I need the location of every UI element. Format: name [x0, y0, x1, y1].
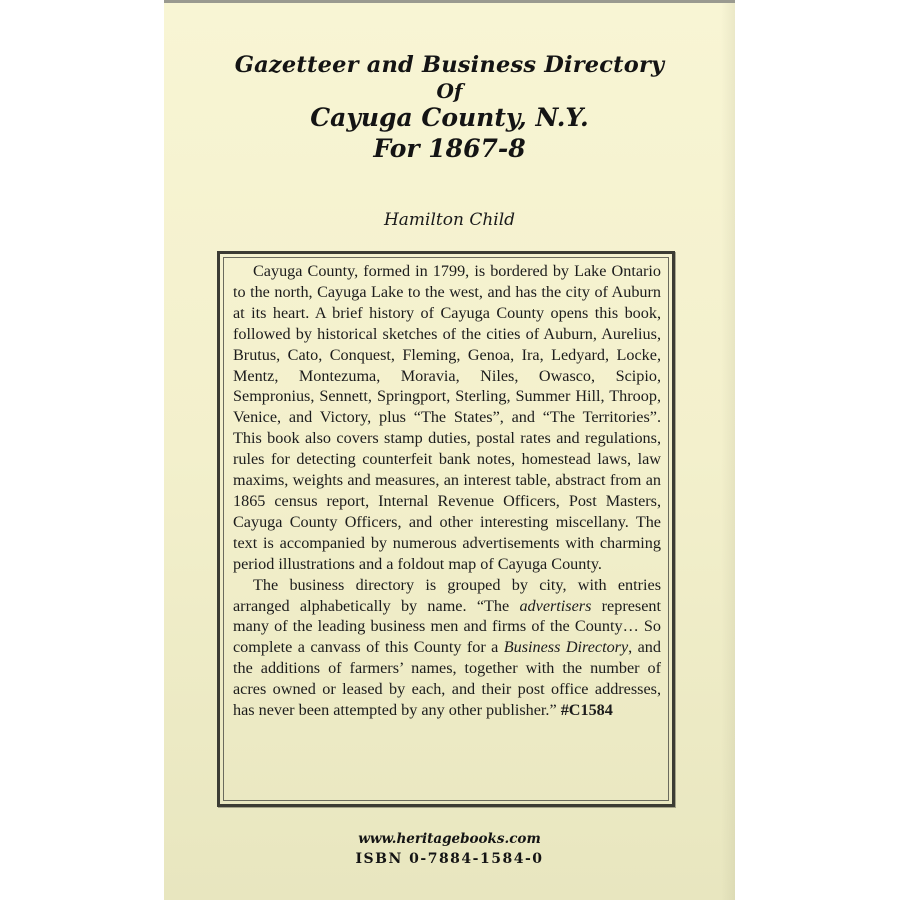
- paragraph-2-italic-advertisers: advertisers: [519, 596, 592, 615]
- publisher-website: www.heritagebooks.com: [358, 831, 541, 847]
- title-line-1: Gazetteer and Business Directory: [234, 52, 665, 78]
- description-paragraph-1: Cayuga County, formed in 1799, is bordered by Lake Ontario to the north, Cayuga Lake to the west, and has the city of Auburn at its heart. A brief history of Cayuga County opens this book, followed by historical sketches of the cities of Auburn, Aurelius, Brutus, Cato, Conquest, Fleming, Genoa, Ira, Ledyard, Locke, Mentz, Montezuma, Moravia, Niles, Owasco, Scipio, Sempronius, Sennett, Springport, Sterling, Summer Hill, Throop, Venice, and Victory, plus “The States”, and “The Territories”. This book also covers stamp duties, postal rates and regulations, rules for detecting counterfeit bank notes, homestead laws, law maxims, weights and measures, an interest table, abstract from an 1865 census report, Internal Revenue Officers, Post Masters, Cayuga County Officers, and other interesting miscellany. The text is accompanied by numerous advertisements with charming period illustrations and a foldout map of Cayuga County.: [233, 262, 661, 573]
- title-line-2: Of: [436, 79, 463, 103]
- title-line-3: Cayuga County, N.Y.: [310, 103, 589, 132]
- description-frame: [217, 251, 675, 807]
- paragraph-2-italic-business-directory: Business Directory: [503, 638, 629, 657]
- isbn-number: ISBN 0-7884-1584-0: [355, 851, 544, 867]
- description-paragraph-2: [233, 575, 661, 721]
- book-title: [164, 50, 735, 164]
- author-name: Hamilton Child: [383, 210, 516, 230]
- paragraph-2-text-3: , and the additions of farmers’ names, together with the number of acres owned or leased by each, and their post office addresses, has never been attempted by any other publisher.”: [233, 638, 661, 720]
- publisher-footer: [164, 829, 735, 869]
- description-text: [233, 261, 661, 721]
- book-back-cover: [164, 0, 735, 900]
- paragraph-2-text-2: represent many of the leading business men and firms of the County… So complete a canvass of this County for a: [233, 596, 661, 657]
- catalog-number: #C1584: [560, 701, 613, 720]
- title-line-4: For 1867-8: [373, 134, 526, 163]
- paragraph-2-text-1: The business directory is grouped by city, with entries arranged alphabetically by name. “The: [233, 575, 661, 615]
